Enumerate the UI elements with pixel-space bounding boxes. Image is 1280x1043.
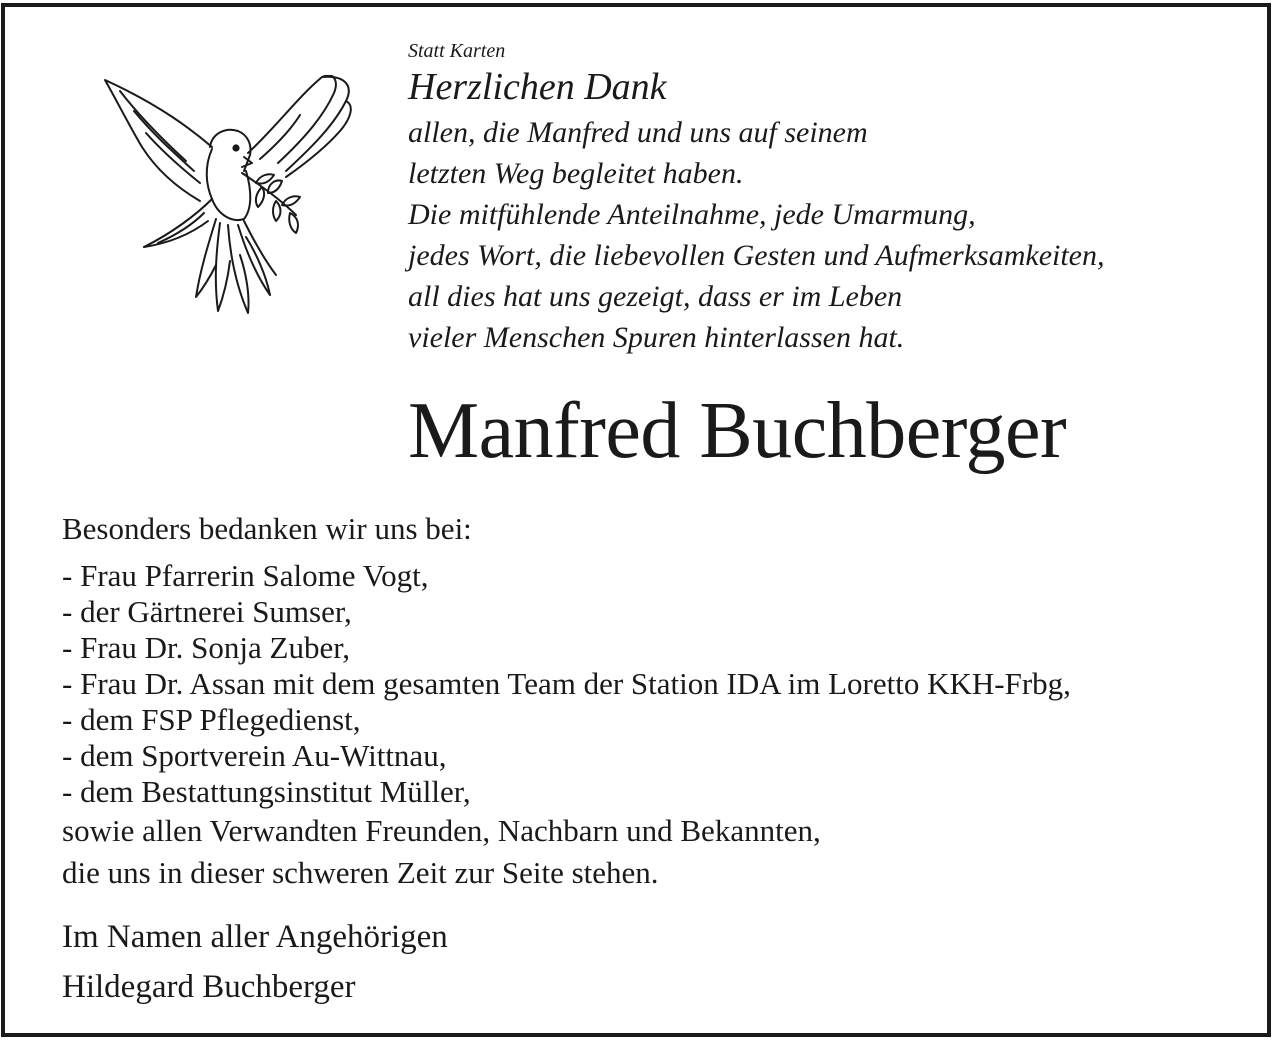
- closing-line: sowie allen Verwandten Freunden, Nachbarn und Bekannten,: [62, 813, 821, 848]
- dank-title: Herzlichen Dank: [408, 66, 667, 108]
- dank-line: jedes Wort, die liebevollen Gesten und Aufmerksamkeiten,: [408, 239, 1105, 272]
- dank-line: vieler Menschen Spuren hinterlassen hat.: [408, 321, 905, 354]
- signature-name: Hildegard Buchberger: [62, 969, 356, 1005]
- statt-karten-label: Statt Karten: [408, 40, 506, 62]
- list-item: - dem FSP Pflegedienst,: [62, 702, 361, 737]
- list-item: - Frau Dr. Sonja Zuber,: [62, 630, 351, 665]
- list-item: - der Gärtnerei Sumser,: [62, 594, 352, 629]
- deceased-name: Manfred Buchberger: [408, 387, 1067, 475]
- thanks-closing: [62, 810, 1071, 894]
- header-block: [408, 38, 1105, 358]
- dank-text: [408, 112, 1105, 358]
- dank-line: Die mitfühlende Anteilnahme, jede Umarmung,: [408, 198, 976, 231]
- dank-line: allen, die Manfred und uns auf seinem: [408, 116, 868, 149]
- closing-line: die uns in dieser schweren Zeit zur Seite stehen.: [62, 855, 659, 890]
- dank-line: all dies hat uns gezeigt, dass er im Leben: [408, 280, 903, 313]
- list-item: - dem Sportverein Au-Wittnau,: [62, 738, 447, 773]
- list-item: - dem Bestattungsinstitut Müller,: [62, 774, 471, 809]
- thanks-list: [62, 558, 1071, 810]
- list-item: - Frau Pfarrerin Salome Vogt,: [62, 558, 429, 593]
- dank-line: letzten Weg begleitet haben.: [408, 157, 744, 190]
- dove-with-olive-branch-icon: [100, 75, 362, 320]
- thanks-intro: Besonders bedanken wir uns bei:: [62, 511, 472, 546]
- list-item: - Frau Dr. Assan mit dem gesamten Team der Station IDA im Loretto KKH-Frbg,: [62, 666, 1071, 701]
- signature-line: Im Namen aller Angehörigen: [62, 919, 448, 955]
- thanks-block: [62, 508, 1071, 894]
- signature-block: [62, 912, 448, 1012]
